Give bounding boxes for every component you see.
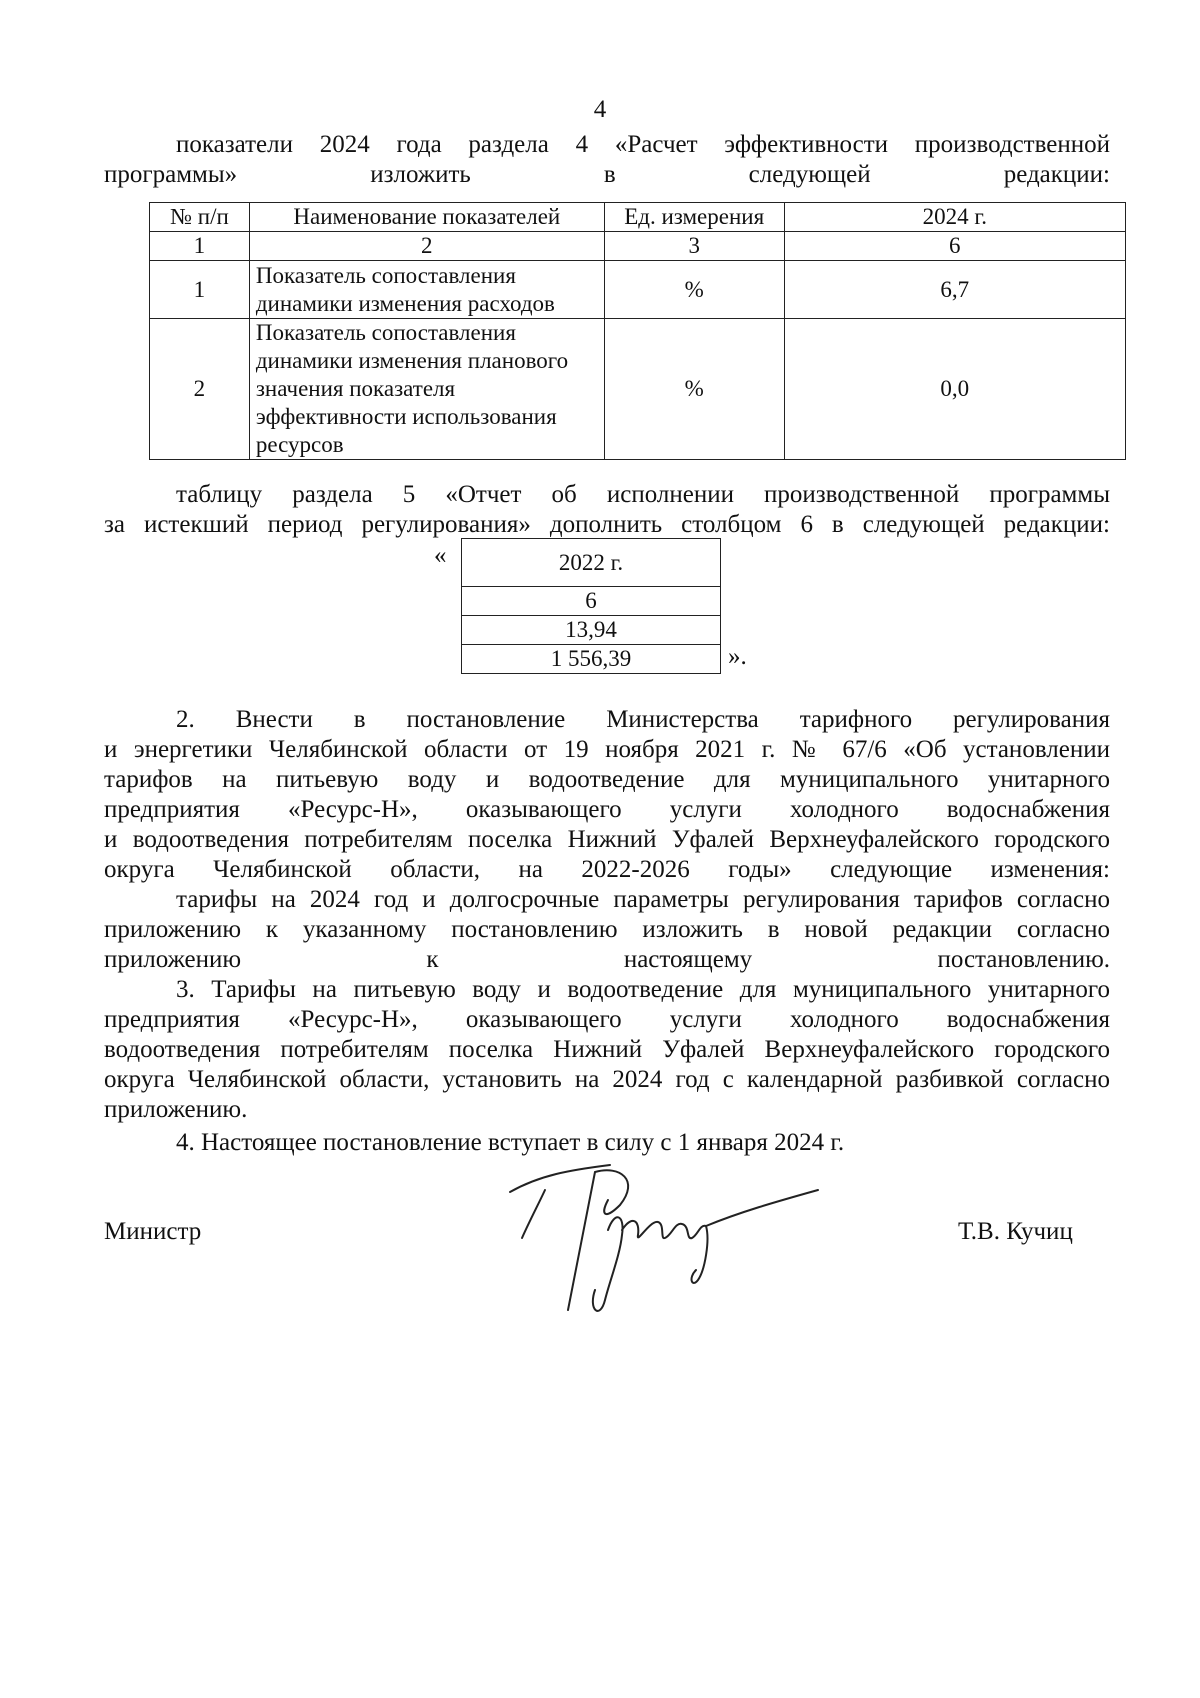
row-num: 2 <box>150 319 250 460</box>
column6-table <box>461 538 721 674</box>
item3-paragraph <box>104 975 1110 1125</box>
close-quote: ». <box>728 643 747 670</box>
item2-sub-line: тарифы на 2024 год и долгосрочные параметры регулирования тарифов согласно <box>176 886 1110 913</box>
handwritten-signature <box>500 1160 830 1330</box>
row-name-line: динамики изменения планового <box>255 348 569 373</box>
item2-line: и энергетики Челябинской области от 19 ноября 2021 г. № 67/6 «Об установлении <box>104 736 1110 763</box>
item3-line: округа Челябинской области, установить на 2024 год с календарной разбивкой согласно <box>104 1066 1110 1093</box>
signatory-name: Т.В. Кучиц <box>958 1218 1073 1245</box>
table-cell: 2 <box>249 232 604 261</box>
row-unit: % <box>604 319 784 460</box>
row-name-line: Показатель сопоставления <box>255 320 516 345</box>
table-cell: 6 <box>784 232 1125 261</box>
row-name-line: ресурсов <box>255 432 344 457</box>
table2-cell: 6 <box>462 587 721 616</box>
item4-paragraph <box>176 1128 1076 1158</box>
table2-cell: 13,94 <box>462 616 721 645</box>
row-value: 0,0 <box>784 319 1125 460</box>
row-name-line: значения показателя <box>255 376 456 401</box>
header-name: Наименование показателей <box>249 203 604 232</box>
item2-sub-line: приложению к настоящему постановлению. <box>104 946 1110 973</box>
intro1-line1: показатели 2024 года раздела 4 «Расчет эффективности производственной <box>176 131 1110 158</box>
table-row <box>462 645 721 674</box>
table2-header-row <box>462 539 721 587</box>
row-name-line: динамики изменения расходов <box>255 290 555 316</box>
intro-paragraph-1 <box>104 130 1110 190</box>
indicators-table <box>149 202 1126 460</box>
item2-sub-line: приложению к указанному постановлению изложить в новой редакции согласно <box>104 916 1110 943</box>
row-name <box>249 319 604 460</box>
item3-line: 3. Тарифы на питьевую воду и водоотведение для муниципального унитарного <box>176 976 1110 1003</box>
table2-header: 2022 г. <box>462 539 721 587</box>
row-unit: % <box>604 261 784 319</box>
intro-paragraph-2 <box>104 480 1110 540</box>
item3-line: предприятия «Ресурс-Н», оказывающего услуги холодного водоснабжения <box>104 1006 1110 1033</box>
header-year: 2024 г. <box>784 203 1125 232</box>
header-num: № п/п <box>150 203 250 232</box>
table-row <box>150 319 1126 460</box>
table2-cell: 1 556,39 <box>462 645 721 674</box>
item3-line: водоотведения потребителям поселка Нижний Уфалей Верхнеуфалейского городского <box>104 1036 1110 1063</box>
table-row <box>462 587 721 616</box>
table-index-row <box>150 232 1126 261</box>
item2-paragraph <box>104 705 1110 885</box>
table-row <box>462 616 721 645</box>
row-name-line: эффективности использования <box>255 404 557 429</box>
page-number: 4 <box>593 96 607 123</box>
item2-line: 2. Внести в постановление Министерства тарифного регулирования <box>176 706 1110 733</box>
table-cell: 1 <box>150 232 250 261</box>
intro2-line1: таблицу раздела 5 «Отчет об исполнении производственной программы <box>176 481 1110 508</box>
table-row <box>150 261 1126 319</box>
row-name <box>249 261 604 319</box>
header-unit: Ед. измерения <box>604 203 784 232</box>
signature-title: Министр <box>104 1218 202 1245</box>
row-name-line: Показатель сопоставления <box>255 262 516 288</box>
item2-line: и водоотведения потребителям поселка Нижний Уфалей Верхнеуфалейского городского <box>104 826 1110 853</box>
item2-line: округа Челябинской области, на 2022-2026 годы» следующие изменения: <box>104 856 1110 883</box>
item2-sub-paragraph <box>104 885 1110 975</box>
table-cell: 3 <box>604 232 784 261</box>
row-num: 1 <box>150 261 250 319</box>
intro1-line2: программы» изложить в следующей редакции: <box>104 161 1110 188</box>
item2-line: тарифов на питьевую воду и водоотведение для муниципального унитарного <box>104 766 1110 793</box>
intro2-line2: за истекший период регулирования» дополнить столбцом 6 в следующей редакции: <box>104 511 1110 538</box>
row-value: 6,7 <box>784 261 1125 319</box>
table-header-row <box>150 203 1126 232</box>
item2-line: предприятия «Ресурс-Н», оказывающего услуги холодного водоснабжения <box>104 796 1110 823</box>
item3-line: приложению. <box>104 1096 248 1123</box>
item4-line: 4. Настоящее постановление вступает в силу с 1 января 2024 г. <box>176 1129 845 1156</box>
open-quote: « <box>434 542 447 569</box>
